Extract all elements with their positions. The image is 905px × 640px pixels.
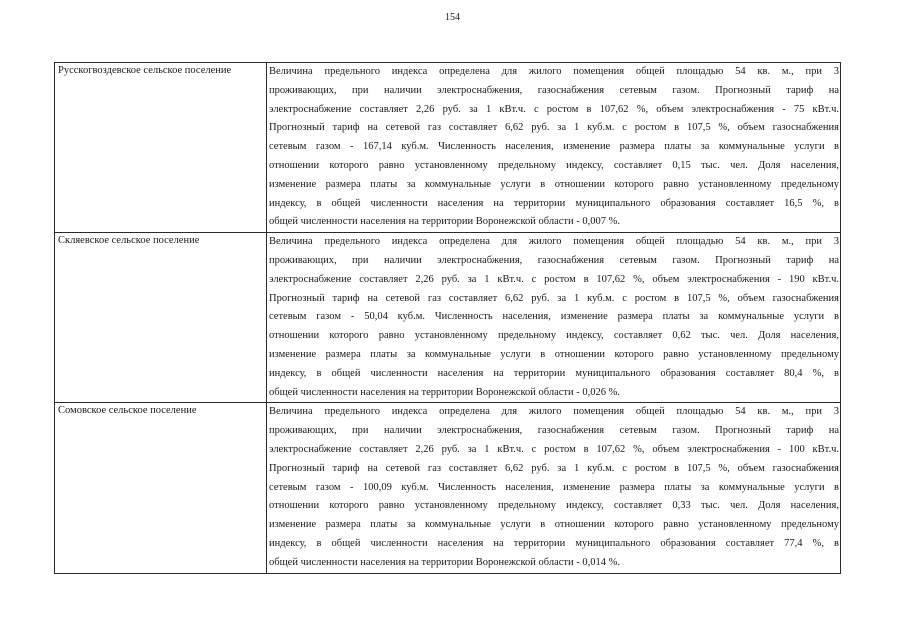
settlement-description-cell <box>267 233 841 403</box>
table-row <box>55 63 841 233</box>
description-line: сетевым газом - 100,09 куб.м. Численность населения, изменение размера платы за коммунальные услуги в <box>269 481 839 493</box>
description-line: проживающих, при наличии электроснабжения, газоснабжения сетевым газом. Прогнозный тариф на <box>269 254 839 266</box>
table-row <box>55 233 841 403</box>
settlements-table-body <box>55 63 841 574</box>
description-line: изменение размера платы за коммунальные услуги в отношении которого равно установленному предельному <box>269 178 839 190</box>
settlements-table <box>54 62 841 574</box>
description-line: отношении которого равно установленному предельному индексу, составляет 0,33 тыс. чел. Доля населения, <box>269 500 839 512</box>
description-line: Прогнозный тариф на сетевой газ составляет 6,62 руб. за 1 куб.м. с ростом в 107,5 %, объем газоснабжения <box>269 122 839 134</box>
settlement-name-cell <box>55 233 267 403</box>
description-line: индексу, в общей численности населения на территории муниципального образования составляет 16,5 %, в <box>269 197 839 209</box>
description-line: изменение размера платы за коммунальные услуги в отношении которого равно установленному предельному <box>269 348 839 360</box>
description-line: общей численности населения на территории Воронежской области - 0,026 %. <box>269 386 620 398</box>
settlement-name: Русскогвоздевское сельское поселение <box>58 65 232 76</box>
description-line: Прогнозный тариф на сетевой газ составляет 6,62 руб. за 1 куб.м. с ростом в 107,5 %, объем газоснабжения <box>269 462 839 474</box>
description-line: сетевым газом - 50,04 куб.м. Численность населения, изменение размера платы за коммунальные услуги в <box>269 311 839 323</box>
description-line: Прогнозный тариф на сетевой газ составляет 6,62 руб. за 1 куб.м. с ростом в 107,5 %, объем газоснабжения <box>269 292 839 304</box>
settlement-name: Сомовское сельское поселение <box>58 405 197 417</box>
description-line: сетевым газом - 167,14 куб.м. Численность населения, изменение размера платы за коммунальные услуги в <box>269 141 839 153</box>
description-line: проживающих, при наличии электроснабжения, газоснабжения сетевым газом. Прогнозный тариф на <box>269 84 839 96</box>
description-line: индексу, в общей численности населения на территории муниципального образования составляет 77,4 %, в <box>269 537 839 549</box>
description-line: Величина предельного индекса определена для жилого помещения общей площадью 54 кв. м., при 3 <box>269 406 839 418</box>
description-line: отношении которого равно установленному предельному индексу, составляет 0,15 тыс. чел. Доля населения, <box>269 159 839 171</box>
table-row <box>55 403 841 573</box>
settlement-name-cell <box>55 403 267 573</box>
settlement-description-cell <box>267 403 841 573</box>
page-number: 154 <box>445 12 460 23</box>
settlement-name-cell <box>55 63 267 233</box>
description-line: общей численности населения на территории Воронежской области - 0,007 %. <box>269 216 620 228</box>
settlement-description-cell <box>267 63 841 233</box>
description-line: Величина предельного индекса определена для жилого помещения общей площадью 54 кв. м., при 3 <box>269 236 839 248</box>
description-line: отношении которого равно установленному предельному индексу, составляет 0,62 тыс. чел. Доля населения, <box>269 330 839 342</box>
description-line: индексу, в общей численности населения на территории муниципального образования составляет 80,4 %, в <box>269 367 839 379</box>
description-line: электроснабжение составляет 2,26 руб. за 1 кВт.ч. с ростом в 107,62 %, объем электроснабжения - 190 кВт.ч. <box>269 273 839 285</box>
description-line: электроснабжение составляет 2,26 руб. за 1 кВт.ч. с ростом в 107,62 %, объем электроснабжения - 100 кВт.ч. <box>269 443 839 455</box>
description-line: Величина предельного индекса определена для жилого помещения общей площадью 54 кв. м., при 3 <box>269 66 839 77</box>
settlement-name: Скляевское сельское поселение <box>58 235 200 247</box>
description-line: изменение размера платы за коммунальные услуги в отношении которого равно установленному предельному <box>269 519 839 531</box>
description-line: общей численности населения на территории Воронежской области - 0,014 %. <box>269 556 620 568</box>
description-line: электроснабжение составляет 2,26 руб. за 1 кВт.ч. с ростом в 107,62 %, объем электроснабжения - 75 кВт.ч. <box>269 103 839 115</box>
description-line: проживающих, при наличии электроснабжения, газоснабжения сетевым газом. Прогнозный тариф на <box>269 425 839 437</box>
